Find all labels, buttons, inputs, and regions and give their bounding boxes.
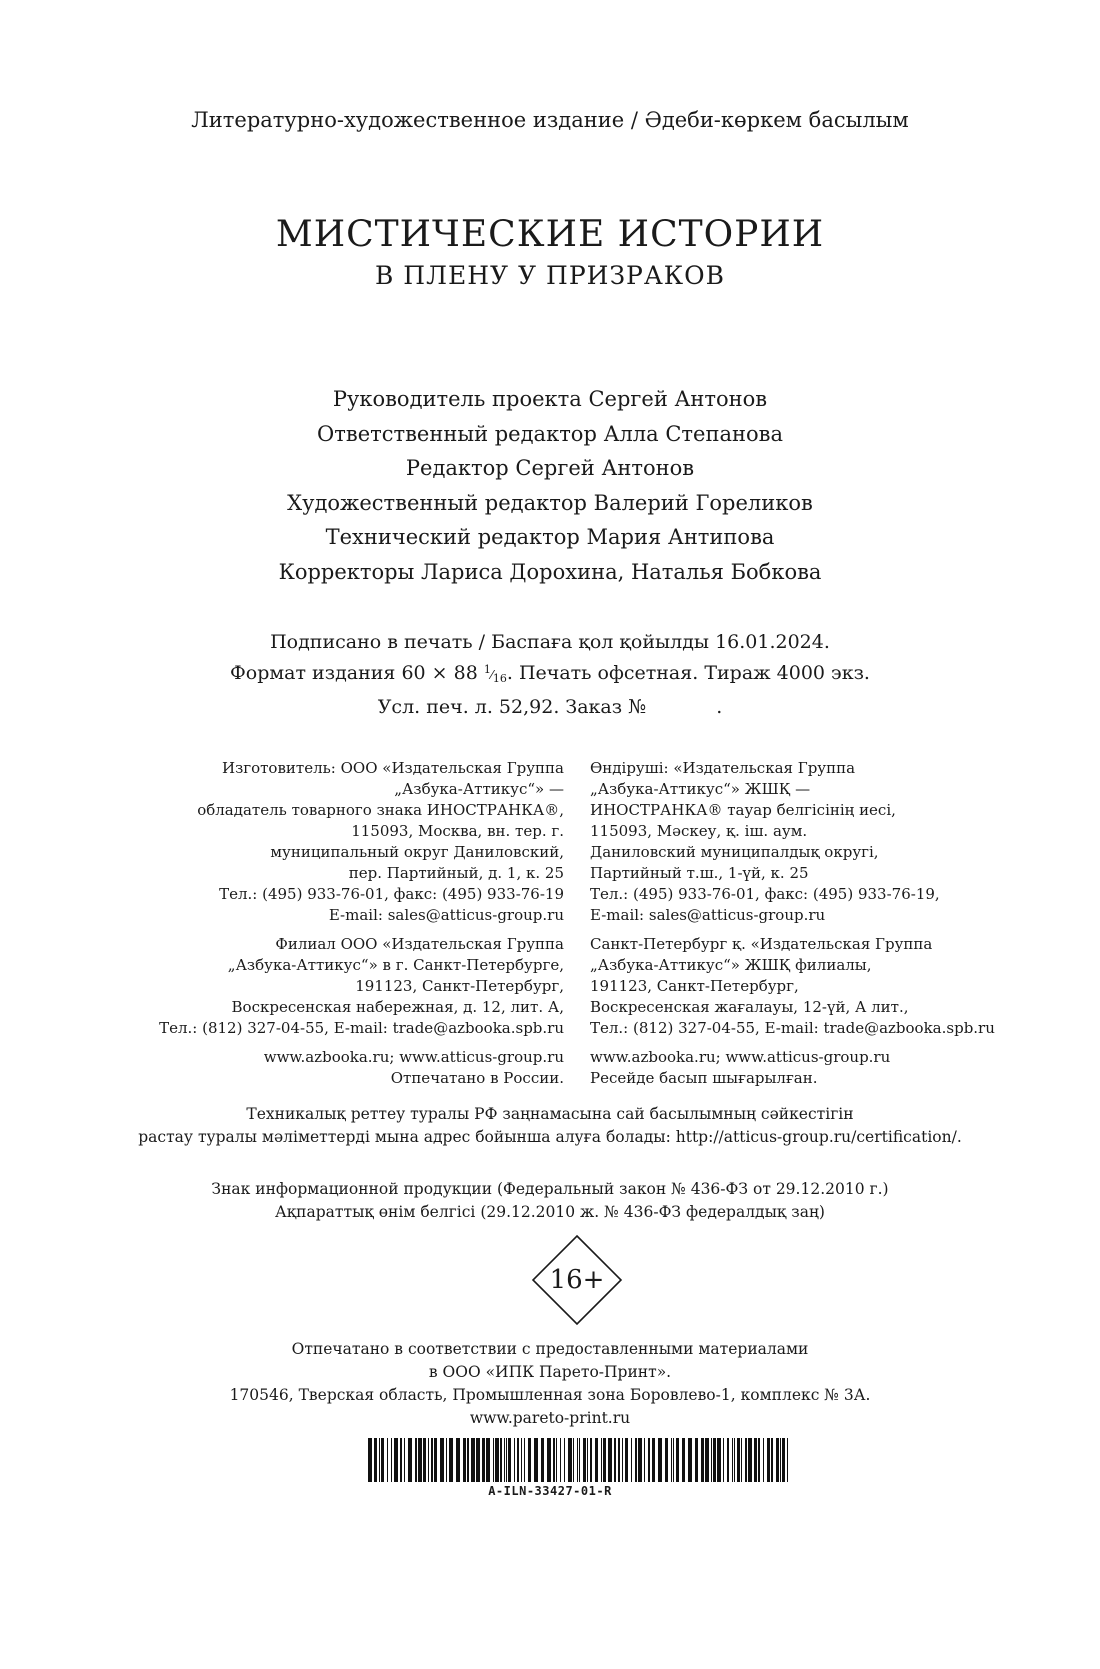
format-line: [0, 656, 1100, 693]
barcode-bar: [391, 1438, 392, 1482]
barcode-bar: [631, 1438, 632, 1482]
barcode-bar: [665, 1438, 668, 1482]
info-line: Воскресенская набережная, д. 12, лит. А,: [231, 998, 564, 1016]
barcode-bar: [601, 1438, 602, 1482]
barcode-bar: [618, 1438, 620, 1482]
barcode-bar: [577, 1438, 578, 1482]
barcode-bar: [608, 1438, 612, 1482]
info-line: Өндіруші: «Издательская Группа: [590, 759, 856, 777]
barcode-bar: [754, 1438, 757, 1482]
book-title: МИСТИЧЕСКИЕ ИСТОРИИ: [275, 214, 825, 255]
printer-info: [0, 1338, 1100, 1430]
barcode-bar: [723, 1438, 724, 1482]
barcode-bar: [727, 1438, 729, 1482]
barcode-bar: [547, 1438, 551, 1482]
info-line: Даниловский муниципалдық округі,: [590, 843, 879, 861]
info-line: Филиал ООО «Издательская Группа: [275, 935, 564, 953]
barcode-bar: [534, 1438, 538, 1482]
barcode-bar: [504, 1438, 505, 1482]
barcode-bar: [415, 1438, 417, 1482]
barcode-bar: [695, 1438, 698, 1482]
info-line: „Азбука-Аттикус“» в г. Санкт-Петербурге,: [227, 956, 564, 974]
sheets-end: .: [716, 696, 723, 718]
signed-date: Подписано в печать / Баспаға қол қойылды 16.01.2024.: [270, 631, 830, 653]
barcode-bar: [787, 1438, 788, 1482]
credit-line: Технический редактор Мария Антипова: [325, 525, 775, 549]
barcode-bar: [737, 1438, 740, 1482]
barcode-bar: [603, 1438, 606, 1482]
barcode-bar: [648, 1438, 650, 1482]
barcode-bar: [671, 1438, 672, 1482]
barcode-bar: [394, 1438, 398, 1482]
barcode-bar: [408, 1438, 412, 1482]
info-line: Ресейде басып шығарылған.: [590, 1069, 818, 1087]
branch-kz: [590, 934, 995, 1039]
barcode-bar: [449, 1438, 453, 1482]
barcode-bar: [635, 1438, 637, 1482]
credit-line: Ответственный редактор Алла Степанова: [317, 421, 783, 446]
barcode-bar: [431, 1438, 433, 1482]
info-line: обладатель товарного знака ИНОСТРАНКА®,: [197, 801, 564, 819]
info-line: Отпечатано в России.: [390, 1069, 564, 1087]
barcode-bar: [767, 1438, 770, 1482]
barcode-bar: [590, 1438, 592, 1482]
barcode-bar: [521, 1438, 522, 1482]
barcode-bar: [638, 1438, 642, 1482]
credits-list: [0, 382, 1100, 589]
title-block: [0, 214, 1100, 290]
barcode-bar: [486, 1438, 490, 1482]
barcode-bar: [583, 1438, 586, 1482]
info-line: 115093, Мәскеу, қ. іш. аум.: [590, 822, 808, 840]
info-line: www.azbooka.ru; www.atticus-group.ru: [263, 1048, 564, 1066]
edition-type: Литературно-художественное издание / Әдеби-көркем басылым: [191, 108, 909, 132]
barcode-bar: [463, 1438, 466, 1482]
barcode-bar: [368, 1438, 372, 1482]
printer-line: Отпечатано в соответствии с предоставленными материалами: [291, 1340, 809, 1358]
barcode-bar: [579, 1438, 580, 1482]
printer-line: 170546, Тверская область, Промышленная зона Боровлево-1, комплекс № 3А.: [229, 1386, 871, 1404]
barcode-bar: [701, 1438, 704, 1482]
credit-line: Руководитель проекта Сергей Антонов: [332, 387, 768, 411]
sheets-text: Усл. печ. л. 52,92. Заказ №: [377, 696, 647, 718]
barcode-bar: [500, 1438, 502, 1482]
format-prefix: Формат издания 60 × 88: [230, 662, 478, 684]
barcode-bar: [541, 1438, 544, 1482]
barcode-bar: [374, 1438, 377, 1482]
manufacturer-kz: [590, 758, 995, 1097]
printer-line: www.pareto-print.ru: [469, 1409, 631, 1427]
age-rating-badge: [531, 1234, 623, 1326]
info-line: пер. Партийный, д. 1, к. 25: [348, 864, 564, 882]
barcode-bar: [564, 1438, 565, 1482]
fraction-numerator: 1: [483, 663, 491, 676]
info-line: „Азбука-Аттикус“» —: [394, 780, 564, 798]
info-line: Санкт-Петербург қ. «Издательская Группа: [590, 935, 933, 953]
barcode-bar: [780, 1438, 781, 1482]
barcode-bar: [622, 1438, 623, 1482]
info-line: www.azbooka.ru; www.atticus-group.ru: [590, 1048, 891, 1066]
barcode-bar: [717, 1438, 721, 1482]
barcode-bar: [560, 1438, 561, 1482]
info-line: муниципальный округ Даниловский,: [270, 843, 564, 861]
barcode-bar: [506, 1438, 507, 1482]
barcode-bar: [688, 1438, 692, 1482]
barcode-bar: [428, 1438, 429, 1482]
info-line: E-mail: sales@atticus-group.ru: [590, 906, 826, 924]
barcode-bar: [456, 1438, 460, 1482]
info-line: Воскресенская жағалауы, 12-үй, А лит.,: [590, 998, 909, 1016]
barcode-bar: [476, 1438, 480, 1482]
barcode-bar: [528, 1438, 531, 1482]
barcode-bar: [556, 1438, 557, 1482]
barcode-bar: [387, 1438, 388, 1482]
credit-line: Редактор Сергей Антонов: [405, 456, 695, 480]
barcode-bar: [471, 1438, 475, 1482]
barcode-bar: [732, 1438, 733, 1482]
info-line: 115093, Москва, вн. тер. г.: [351, 822, 564, 840]
barcode-bar: [741, 1438, 742, 1482]
barcode-bar: [400, 1438, 402, 1482]
barcode-bar: [782, 1438, 785, 1482]
barcode-bar: [493, 1438, 494, 1482]
info-line: Изготовитель: ООО «Издательская Группа: [221, 759, 564, 777]
printer-line: в ООО «ИПК Парето-Принт».: [428, 1363, 672, 1381]
barcode-bar: [573, 1438, 574, 1482]
fraction-denominator: 16: [492, 672, 507, 685]
barcode-bar: [418, 1438, 422, 1482]
barcode-bar: [625, 1438, 628, 1482]
barcode-icon: [368, 1438, 788, 1482]
print-info: [0, 628, 1100, 721]
info-line: 191123, Санкт-Петербург,: [590, 977, 799, 995]
book-subtitle: В ПЛЕНУ У ПРИЗРАКОВ: [374, 261, 726, 291]
barcode-bar: [614, 1438, 616, 1482]
info-product-law: [0, 1178, 1100, 1224]
barcode-bar: [587, 1438, 588, 1482]
barcode-bar: [676, 1438, 679, 1482]
law-line: Ақпараттық өнім белгісі (29.12.2010 ж. № 436-ФЗ федералдық заң): [275, 1203, 825, 1221]
format-suffix: . Печать офсетная. Тираж 4000 экз.: [506, 662, 870, 684]
web-kz: [590, 1047, 995, 1089]
barcode-bar: [673, 1438, 674, 1482]
manufacturer-main-ru: [159, 758, 564, 926]
age-rating-label: 16+: [549, 1265, 605, 1295]
info-line: 191123, Санкт-Петербург,: [355, 977, 564, 995]
barcode-bar: [682, 1438, 685, 1482]
branch-ru: [159, 934, 564, 1039]
barcode-bar: [711, 1438, 712, 1482]
barcode-bar: [553, 1438, 555, 1482]
info-line: Партийный т.ш., 1-үй, к. 25: [590, 864, 809, 882]
info-line: Тел.: (495) 933-76-01, факс: (495) 933-76-19,: [590, 885, 940, 903]
barcode-bar: [482, 1438, 485, 1482]
cert-line: растау туралы мәліметтерді мына адрес бойынша алуға болады: http://atticus-group.ru/certification/.: [138, 1128, 962, 1146]
barcode-bar: [517, 1438, 519, 1482]
info-line: E-mail: sales@atticus-group.ru: [328, 906, 564, 924]
barcode-bar: [524, 1438, 525, 1482]
info-line: Тел.: (812) 327-04-55, E-mail: trade@azbooka.spb.ru: [159, 1019, 564, 1037]
credit-line: Корректоры Лариса Дорохина, Наталья Бобкова: [278, 559, 822, 584]
certification-notice: [0, 1103, 1100, 1149]
barcode-bar: [568, 1438, 572, 1482]
barcode-bar: [595, 1438, 598, 1482]
barcode-bar: [434, 1438, 437, 1482]
barcode-bar: [508, 1438, 511, 1482]
barcode-bar: [748, 1438, 752, 1482]
credit-line: Художественный редактор Валерий Гореликов: [287, 490, 813, 515]
barcode-bar: [652, 1438, 655, 1482]
law-line: Знак информационной продукции (Федеральный закон № 436-ФЗ от 29.12.2010 г.): [211, 1180, 889, 1198]
info-line: Тел.: (495) 933-76-01, факс: (495) 933-76-19: [219, 885, 564, 903]
barcode-bar: [745, 1438, 747, 1482]
barcode-bar: [404, 1438, 405, 1482]
barcode-bar: [658, 1438, 662, 1482]
barcode-bar: [771, 1438, 773, 1482]
barcode-bar: [440, 1438, 444, 1482]
barcode-id: A-ILN-33427-01-R: [488, 1484, 612, 1498]
info-line: ИНОСТРАНКА® тауар белгісінің иесі,: [590, 801, 896, 819]
barcode-bar: [467, 1438, 469, 1482]
barcode-bar: [776, 1438, 779, 1482]
barcode-bar: [379, 1438, 380, 1482]
info-line: „Азбука-Аттикус“» ЖШҚ —: [590, 780, 811, 798]
barcode-bar: [758, 1438, 760, 1482]
barcode-bar: [644, 1438, 645, 1482]
manufacturer-ru: [159, 758, 564, 1097]
barcode-bar: [495, 1438, 499, 1482]
barcode-bar: [763, 1438, 764, 1482]
barcode-bar: [514, 1438, 515, 1482]
info-line: Тел.: (812) 327-04-55, E-mail: trade@azbooka.spb.ru: [590, 1019, 995, 1037]
barcode-bar: [446, 1438, 447, 1482]
sheets-line: [0, 693, 1100, 721]
barcode-bar: [705, 1438, 709, 1482]
web-ru: [159, 1047, 564, 1089]
format-fraction: $^1⁄_{16}$: [483, 663, 507, 685]
manufacturer-main-kz: [590, 758, 995, 926]
info-line: „Азбука-Аттикус“» ЖШҚ филиалы,: [590, 956, 872, 974]
barcode-bar: [713, 1438, 716, 1482]
barcode-bar: [423, 1438, 426, 1482]
cert-line: Техникалық реттеу туралы РФ заңнамасына сай басылымның сәйкестігін: [246, 1105, 854, 1123]
barcode-bar: [381, 1438, 384, 1482]
barcode-bar: [734, 1438, 735, 1482]
